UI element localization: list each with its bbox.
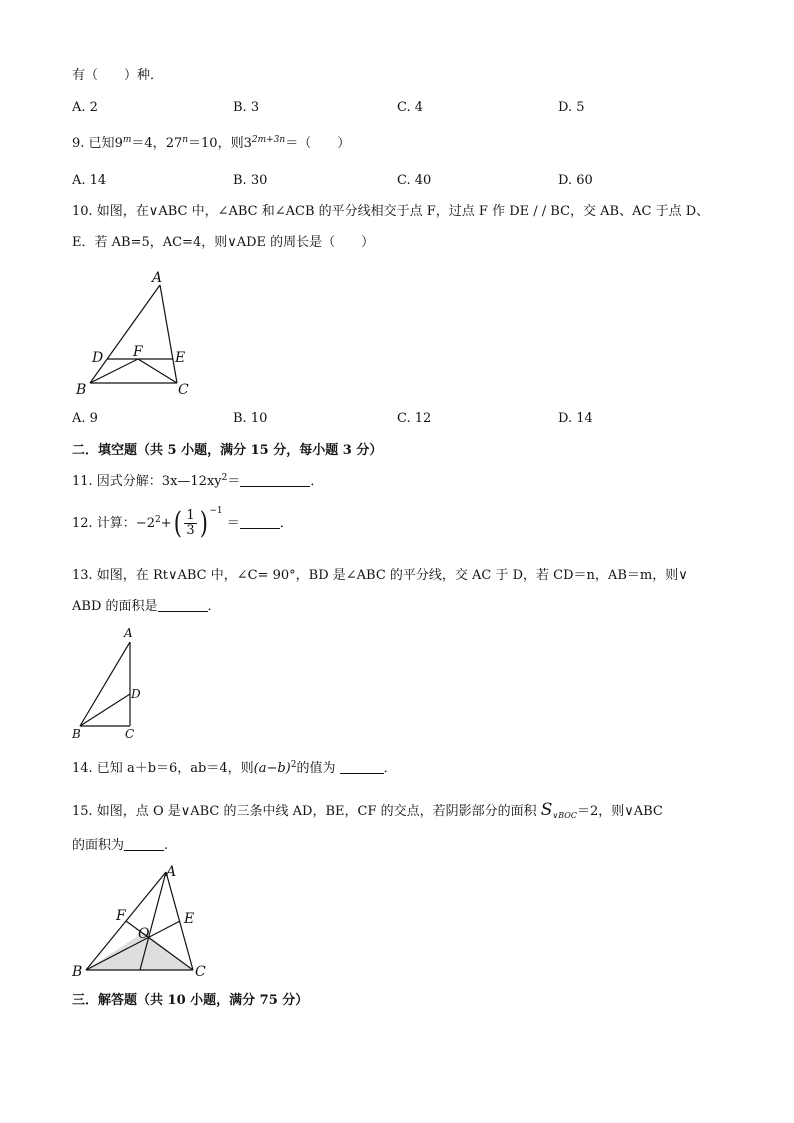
q9-number: 9. bbox=[72, 136, 85, 151]
q10-triangle-figure bbox=[72, 268, 202, 398]
q12-frac-den: 3 bbox=[186, 523, 195, 538]
q13-segment-ab bbox=[80, 642, 130, 726]
q9-text-b: ， bbox=[152, 136, 166, 151]
q9-option-a: A. 14 bbox=[72, 173, 107, 188]
q14-stem bbox=[72, 759, 397, 779]
q13-line2-text: ABD 的面积是 bbox=[72, 599, 158, 614]
q15-s: S bbox=[540, 800, 553, 820]
q10-segment-cf bbox=[138, 359, 177, 383]
q13-answer-blank bbox=[158, 599, 208, 612]
q13-label-b: B bbox=[72, 727, 81, 741]
q9-option-d: D. 60 bbox=[558, 173, 593, 188]
q10-label-f: F bbox=[133, 344, 143, 360]
q9-stem bbox=[72, 134, 350, 154]
q9-options bbox=[72, 171, 732, 191]
q15-label-c: C bbox=[195, 964, 206, 980]
q15-line1 bbox=[72, 800, 663, 822]
q12-answer-blank bbox=[240, 516, 280, 529]
q8-option-d: D. 5 bbox=[558, 100, 585, 115]
q10-line2: E．若 AB=5，AC=4，则∨ADE 的周长是（ ） bbox=[72, 235, 375, 250]
q10-label-d: D bbox=[92, 350, 104, 366]
q10-label-b: B bbox=[76, 382, 87, 398]
q10-segment-ab bbox=[90, 285, 160, 383]
q13-label-c: C bbox=[125, 727, 135, 741]
q9-text-c: ，则 bbox=[217, 136, 244, 151]
q10-option-c: C. 12 bbox=[397, 411, 432, 426]
q10-label-a: A bbox=[152, 270, 163, 286]
q8-option-b: B. 3 bbox=[233, 100, 260, 115]
q8-options bbox=[72, 98, 732, 118]
q15-line1-text: 15. 如图，点 O 是∨ABC 的三条中线 AD，BE，CF 的交点，若阴影部分的面积 bbox=[72, 804, 541, 819]
q10-line1: 10. 如图，在∨ABC 中，∠ABC 和∠ACB 的平分线相交于点 F，过点 F 作 DE / / BC，交 AB、AC 于点 D、 bbox=[72, 204, 710, 219]
q9-base1: 9 bbox=[114, 136, 123, 151]
q8-option-c: C. 4 bbox=[397, 100, 424, 115]
q10-option-b: B. 10 bbox=[233, 411, 268, 426]
q14-text: 14. 已知 a＋b＝6，ab＝4，则 bbox=[72, 761, 254, 776]
q12-plus: + bbox=[160, 516, 172, 531]
q12-fraction bbox=[184, 509, 196, 538]
q9-exp2: n bbox=[182, 135, 189, 145]
q8-option-a: A. 2 bbox=[72, 100, 98, 115]
q15-eq: ＝2，则∨ABC bbox=[576, 804, 663, 819]
q14-end: ． bbox=[383, 761, 397, 776]
q13-right-triangle-figure bbox=[70, 624, 150, 744]
q11-answer-blank bbox=[240, 474, 310, 487]
q13-label-d: D bbox=[131, 687, 141, 701]
q10-option-d: D. 14 bbox=[558, 411, 593, 426]
q12-exp: −1 bbox=[209, 506, 223, 516]
q15-label-e: E bbox=[184, 911, 195, 927]
q12-sup: 2 bbox=[154, 515, 161, 525]
q12-frac-num: 1 bbox=[186, 508, 195, 523]
q15-label-b: B bbox=[72, 964, 83, 980]
q15-label-f: F bbox=[116, 908, 126, 924]
q10-segment-ac bbox=[160, 285, 177, 383]
q14-sup: 2 bbox=[290, 760, 297, 770]
q9-eq1: ＝4 bbox=[131, 136, 153, 151]
q9-text-a: 已知 bbox=[88, 136, 115, 151]
q14-answer-blank bbox=[340, 761, 384, 774]
q8-tail: 有（ ）种． bbox=[72, 68, 164, 83]
section-3-heading: 三．解答题（共 10 小题，满分 75 分） bbox=[72, 993, 309, 1008]
q14-expr: (a−b) bbox=[253, 761, 291, 776]
q10-option-a: A. 9 bbox=[72, 411, 98, 426]
q12-text: 12. 计算：−2 bbox=[72, 516, 155, 531]
q9-option-b: B. 30 bbox=[233, 173, 268, 188]
q11-eq: ＝ bbox=[227, 474, 241, 489]
q15-label-o: O bbox=[138, 926, 150, 942]
q15-median-figure bbox=[70, 862, 220, 982]
q15-label-a: A bbox=[166, 864, 177, 880]
q15-line2-tail: . bbox=[164, 838, 169, 853]
q11-stem: 11. 因式分解：$3x—12xy^2=$ ． bbox=[72, 473, 324, 489]
q13-label-a: A bbox=[124, 626, 133, 640]
q13-segment-bd bbox=[80, 694, 130, 726]
q10-label-c: C bbox=[178, 382, 189, 398]
q14-tail: 的值为 bbox=[296, 761, 340, 776]
q15-line2 bbox=[72, 836, 168, 856]
q12-stem: 12. 计算：$-2^2+$( $\frac{1}{3}$ ) $^{-1}$ ＝ ． bbox=[72, 505, 293, 541]
q15-sub: ∨BOC bbox=[552, 811, 577, 820]
section-2-heading: 二．填空题（共 5 小题，满分 15 分，每小题 3 分） bbox=[72, 443, 383, 458]
q9-option-c: C. 40 bbox=[397, 173, 432, 188]
q9-base3: 3 bbox=[243, 136, 252, 151]
q15-line2-text: 的面积为 bbox=[72, 838, 125, 853]
q9-text-d: ＝（ ） bbox=[285, 136, 351, 151]
q13-line1: 13. 如图，在 Rt∨ABC 中，∠C= 90°，BD 是∠ABC 的平分线，交 AC 于 D，若 CD＝n，AB＝m，则∨ bbox=[72, 568, 688, 583]
q15-answer-blank bbox=[124, 838, 164, 851]
q13-line2-tail: ． bbox=[207, 599, 221, 614]
q11-text: 11. 因式分解：3x—12xy bbox=[72, 474, 222, 489]
q13-line2 bbox=[72, 597, 221, 617]
q10-options bbox=[72, 409, 732, 429]
q9-exp3: 2m+3n bbox=[251, 135, 286, 145]
q12-left-paren: ( bbox=[173, 505, 182, 541]
q9-base2: 27 bbox=[165, 136, 183, 151]
q11-sup: 2 bbox=[221, 473, 228, 483]
q12-right-paren: ) bbox=[199, 505, 208, 541]
q12-eq: ＝ bbox=[226, 516, 240, 531]
q9-exp1: m bbox=[122, 135, 132, 145]
q9-eq2: ＝10 bbox=[188, 136, 218, 151]
q10-label-e: E bbox=[175, 350, 186, 366]
